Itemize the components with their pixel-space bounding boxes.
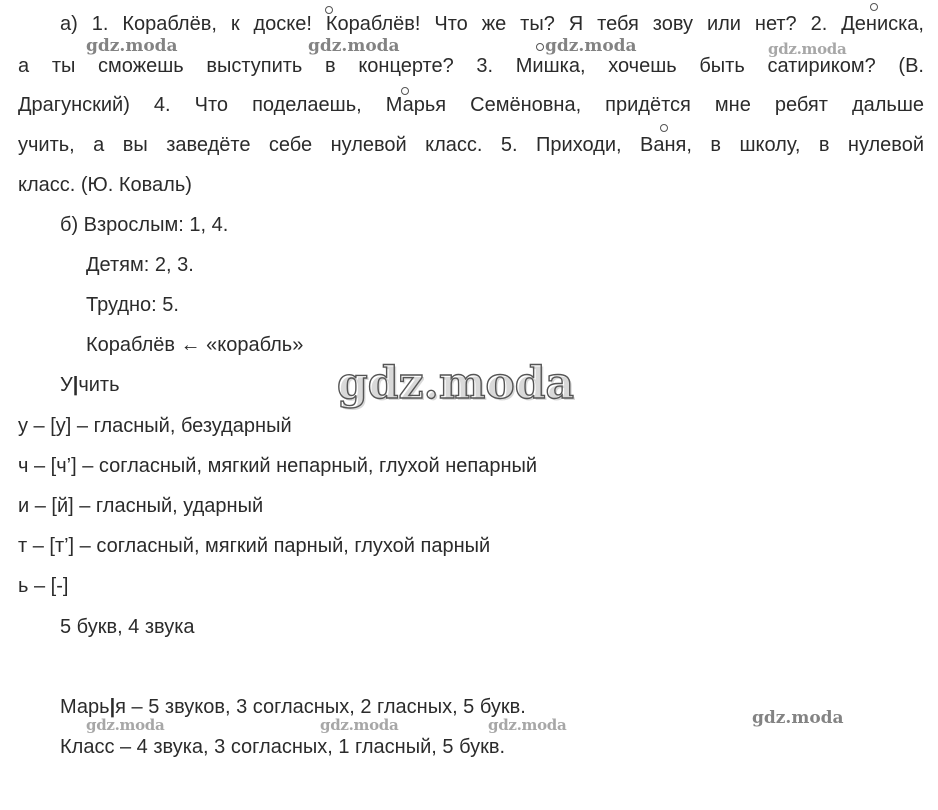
answer-adults: б) Взрослым: 1, 4. <box>60 214 229 236</box>
watermark: gdz.moda <box>768 40 847 58</box>
word-marya-part1: Марь <box>60 696 110 718</box>
word-origin: Кораблёв ← «корабль» <box>86 334 304 356</box>
phonetic-line-i: и – [й] – гласный, ударный <box>18 495 264 517</box>
stress-mark <box>536 43 544 51</box>
watermark: gdz.moda <box>86 716 165 734</box>
stress-mark <box>660 124 668 132</box>
answer-children: Детям: 2, 3. <box>86 254 194 276</box>
word-uchit <box>60 372 120 398</box>
phonetic-line-soft-sign: ь – [-] <box>18 575 69 597</box>
stress-mark <box>401 87 409 95</box>
text-line-3: Драгунский) 4. Что поделаешь, Марья Семёновна, придётся мне ребят дальше <box>18 94 924 116</box>
watermark: gdz.moda <box>752 708 844 728</box>
stress-mark <box>325 6 333 14</box>
text-line-5: класс. (Ю. Коваль) <box>18 174 192 196</box>
text-line-4: учить, а вы заведёте себе нулевой класс. 5. Приходи, Ваня, в школу, в нулевой <box>18 134 924 156</box>
watermark: gdz.moda <box>308 36 400 56</box>
stress-mark <box>870 3 878 11</box>
analysis-klass: Класс – 4 звука, 3 согласных, 1 гласный, 5 букв. <box>60 736 506 758</box>
phonetic-line-ch: ч – [ч’] – согласный, мягкий непарный, глухой непарный <box>18 455 538 477</box>
word-uchit-part2: чить <box>78 374 120 396</box>
watermark: gdz.moda <box>545 36 637 56</box>
word-marya-part2: я – 5 звуков, 3 согласных, 2 гласных, 5 букв. <box>115 696 526 718</box>
watermark: gdz.moda <box>488 716 567 734</box>
phonetic-line-t: т – [т’] – согласный, мягкий парный, глухой парный <box>18 535 491 557</box>
text-line-2: а ты сможешь выступить в концерте? 3. Мишка, хочешь быть сатириком? (В. <box>18 55 924 77</box>
stress-bar: | <box>109 696 116 718</box>
word-uchit-part1: У <box>60 374 73 396</box>
letters-sounds-count: 5 букв, 4 звука <box>60 616 195 638</box>
text-line-1: а) 1. Кораблёв, к доске! Кораблёв! Что же ты? Я тебя зову или нет? 2. Дениска, <box>60 13 924 35</box>
watermark: gdz.moda <box>86 36 178 56</box>
watermark-large: gdz.moda <box>337 358 575 409</box>
stress-bar: | <box>72 374 79 396</box>
watermark: gdz.moda <box>320 716 399 734</box>
phonetic-line-u: у – [у] – гласный, безударный <box>18 415 292 437</box>
answer-hard: Трудно: 5. <box>86 294 179 316</box>
